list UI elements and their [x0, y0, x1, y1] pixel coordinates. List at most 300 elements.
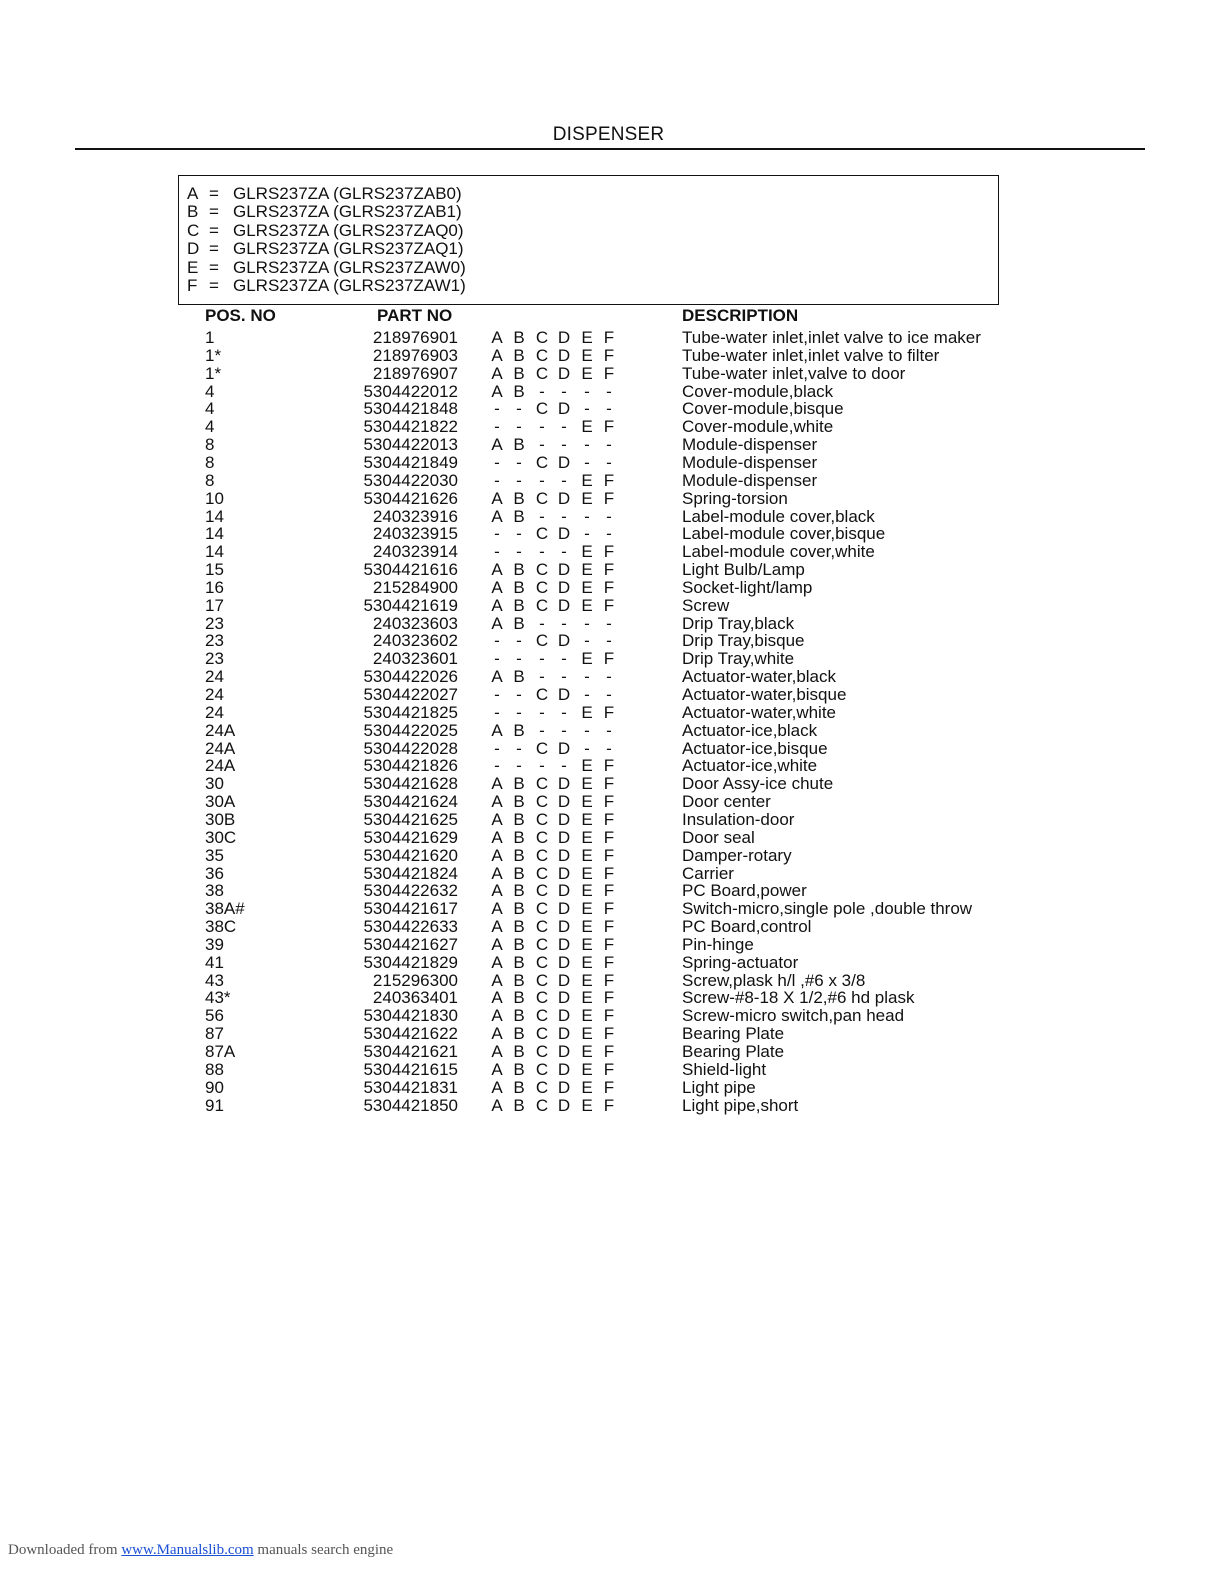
model-code: B: [513, 577, 525, 597]
model-code: E: [581, 845, 593, 865]
description: Drip Tray,bisque: [682, 631, 805, 651]
model-code: E: [581, 1095, 593, 1115]
model-code: F: [603, 1042, 615, 1061]
pos-no: 8: [205, 452, 215, 472]
model-code: C: [535, 595, 549, 615]
pos-no: 24A: [205, 738, 236, 758]
model-code: D: [557, 452, 571, 472]
pos-no: 30A: [205, 792, 236, 812]
table-row: [0, 829, 1224, 847]
model-code: C: [535, 560, 549, 580]
model-code: A: [491, 774, 503, 794]
legend-model: GLRS237ZA (GLRS237ZAW0): [233, 257, 466, 277]
model-code: D: [557, 1077, 571, 1097]
table-row: [0, 1025, 1224, 1043]
model-code: B: [513, 488, 525, 508]
model-code: C: [535, 970, 549, 990]
pos-no: 8: [205, 435, 215, 455]
model-code: C: [535, 1077, 549, 1097]
model-code: -: [539, 470, 545, 490]
title-rule: [75, 148, 1145, 150]
part-no: 5304421850: [363, 1095, 458, 1115]
table-row: [0, 1043, 1224, 1061]
model-code: D: [557, 577, 571, 597]
description: Module-dispenser: [682, 435, 818, 455]
pos-no: 43: [205, 970, 224, 990]
description: Door center: [682, 792, 771, 812]
model-code: C: [535, 1042, 549, 1061]
model-code: B: [513, 560, 525, 580]
table-row: [0, 847, 1224, 865]
model-code: -: [584, 685, 590, 704]
model-code: D: [557, 881, 571, 901]
table-row: [0, 972, 1224, 990]
table-row: [0, 793, 1224, 811]
model-code: C: [535, 577, 549, 597]
model-code: B: [513, 435, 525, 455]
legend-row: [187, 277, 466, 295]
model-code: -: [516, 631, 522, 651]
model-code: A: [491, 667, 503, 687]
table-row: [0, 775, 1224, 793]
model-code: C: [535, 345, 549, 365]
description: Actuator-water,black: [682, 667, 837, 687]
model-code: B: [513, 827, 525, 847]
model-code: -: [539, 417, 545, 437]
table-row: [0, 543, 1224, 561]
model-code: A: [491, 577, 503, 597]
table-row: [0, 329, 1224, 347]
description: Bearing Plate: [682, 1024, 785, 1044]
pos-no: 1*: [205, 363, 222, 383]
legend-code: A: [187, 184, 199, 203]
table-row: [0, 472, 1224, 490]
model-code: A: [491, 613, 503, 633]
model-code: -: [516, 470, 522, 490]
table-row: [0, 508, 1224, 526]
model-code: -: [606, 613, 612, 633]
model-code: A: [491, 917, 503, 937]
legend-equals: =: [209, 184, 219, 203]
table-row: [0, 989, 1224, 1007]
model-code: F: [603, 577, 615, 597]
model-code: E: [581, 899, 593, 919]
model-code: B: [513, 1077, 525, 1097]
pos-no: 17: [205, 595, 224, 615]
model-code: D: [557, 774, 571, 794]
model-code: -: [561, 435, 567, 455]
model-code: -: [584, 667, 590, 687]
model-code: -: [561, 542, 567, 562]
model-code: -: [561, 470, 567, 490]
part-no: 5304422013: [363, 435, 458, 455]
model-code: D: [557, 809, 571, 829]
description: Cover-module,bisque: [682, 399, 844, 419]
model-code: B: [513, 506, 525, 526]
model-code: B: [513, 381, 525, 401]
pos-no: 30: [205, 774, 224, 794]
model-code: -: [606, 381, 612, 401]
part-no: 240323602: [372, 631, 458, 651]
model-code: A: [491, 506, 503, 526]
legend-model: GLRS237ZA (GLRS237ZAQ0): [233, 220, 464, 240]
table-row: [0, 632, 1224, 650]
model-code: -: [516, 756, 522, 776]
model-code: -: [494, 542, 500, 562]
model-code: E: [581, 1006, 593, 1026]
part-no: 5304422632: [363, 881, 458, 901]
legend-equals: =: [209, 276, 219, 295]
model-code: A: [491, 899, 503, 919]
model-code: -: [539, 435, 545, 455]
table-row: [0, 936, 1224, 954]
model-code: -: [584, 524, 590, 544]
model-code: E: [581, 345, 593, 365]
pos-no: 4: [205, 381, 215, 401]
model-code: D: [557, 1006, 571, 1026]
model-code: E: [581, 488, 593, 508]
part-no: 240323915: [372, 524, 458, 544]
part-no: 5304421619: [363, 595, 458, 615]
table-row: [0, 650, 1224, 668]
description: Drip Tray,white: [682, 649, 795, 669]
model-code: C: [535, 899, 549, 919]
model-code: E: [581, 809, 593, 829]
part-no: 5304421849: [363, 452, 458, 472]
part-no: 215284900: [372, 577, 458, 597]
model-code: -: [539, 542, 545, 562]
model-code: C: [535, 881, 549, 901]
model-code: -: [539, 506, 545, 526]
model-code: -: [516, 685, 522, 704]
model-code: F: [603, 881, 615, 901]
model-code: D: [557, 345, 571, 365]
model-code: C: [535, 488, 549, 508]
model-code: C: [535, 452, 549, 472]
model-code: E: [581, 934, 593, 954]
part-no: 5304421621: [363, 1042, 458, 1061]
table-row: [0, 597, 1224, 615]
model-code: A: [491, 363, 503, 383]
model-code: -: [584, 613, 590, 633]
description: Light pipe,short: [682, 1095, 799, 1115]
model-code: E: [581, 560, 593, 580]
table-row: [0, 954, 1224, 972]
page-title: DISPENSER: [552, 124, 665, 145]
description: Tube-water inlet,inlet valve to filter: [682, 345, 940, 365]
description: Pin-hinge: [682, 934, 754, 954]
header-pos-no: POS. NO: [205, 306, 276, 325]
model-code: A: [491, 560, 503, 580]
model-code: D: [557, 952, 571, 972]
part-no: 5304421822: [363, 417, 458, 437]
part-no: 5304421627: [363, 934, 458, 954]
model-code: C: [535, 917, 549, 937]
model-code: D: [557, 524, 571, 544]
model-code: E: [581, 792, 593, 812]
part-no: 5304421829: [363, 952, 458, 972]
model-code: A: [491, 1024, 503, 1044]
model-code: F: [603, 363, 615, 383]
description: Label-module cover,white: [682, 542, 875, 562]
model-code: D: [557, 328, 571, 347]
model-code: A: [491, 881, 503, 901]
footer: [8, 1542, 393, 1559]
model-code: F: [603, 595, 615, 615]
pos-no: 38: [205, 881, 224, 901]
legend-row: [187, 222, 464, 240]
model-code: F: [603, 1006, 615, 1026]
model-code: B: [513, 934, 525, 954]
header-part-no: PART NO: [377, 306, 453, 325]
description: Shield-light: [682, 1059, 767, 1079]
part-no: 5304421625: [363, 809, 458, 829]
description: PC Board,control: [682, 917, 812, 937]
part-no: 218976903: [372, 345, 458, 365]
model-code: -: [516, 649, 522, 669]
legend-row: [187, 185, 462, 203]
model-code: F: [603, 1059, 615, 1079]
legend-code: D: [187, 239, 200, 259]
model-code: C: [535, 792, 549, 812]
model-code: C: [535, 524, 549, 544]
pos-no: 16: [205, 577, 224, 597]
model-code: E: [581, 756, 593, 776]
legend-equals: =: [209, 257, 219, 277]
part-no: 240323601: [372, 649, 458, 669]
model-code: -: [494, 756, 500, 776]
model-code: -: [606, 631, 612, 651]
description: Socket-light/lamp: [682, 577, 813, 597]
table-row: [0, 347, 1224, 365]
model-code: E: [581, 970, 593, 990]
model-code: F: [603, 345, 615, 365]
legend-row: [187, 203, 462, 221]
table-row: [0, 865, 1224, 883]
model-code: F: [603, 488, 615, 508]
description: Actuator-water,bisque: [682, 685, 847, 704]
pos-no: 38A#: [205, 899, 245, 919]
description: Label-module cover,bisque: [682, 524, 886, 544]
model-code: D: [557, 399, 571, 419]
model-code: -: [494, 417, 500, 437]
table-row: [0, 383, 1224, 401]
model-code: F: [603, 792, 615, 812]
pos-no: 90: [205, 1077, 224, 1097]
model-code: F: [603, 649, 615, 669]
model-code: F: [603, 1077, 615, 1097]
part-no: 5304421624: [363, 792, 458, 812]
model-code: -: [516, 542, 522, 562]
pos-no: 87A: [205, 1042, 236, 1061]
legend-equals: =: [209, 220, 219, 240]
model-code: D: [557, 970, 571, 990]
model-code: A: [491, 488, 503, 508]
model-code: F: [603, 774, 615, 794]
table-row: [0, 1079, 1224, 1097]
model-code: D: [557, 1024, 571, 1044]
description: Switch-micro,single pole ,double throw: [682, 899, 973, 919]
description: Door Assy-ice chute: [682, 774, 834, 794]
part-no: 5304421628: [363, 774, 458, 794]
pos-no: 24A: [205, 756, 236, 776]
description: Actuator-ice,white: [682, 756, 818, 776]
table-row: [0, 1007, 1224, 1025]
pos-no: 35: [205, 845, 224, 865]
model-code: -: [516, 399, 522, 419]
model-code: -: [584, 435, 590, 455]
table-row: [0, 740, 1224, 758]
model-code: -: [584, 631, 590, 651]
model-code: F: [603, 988, 615, 1008]
part-no: 5304421848: [363, 399, 458, 419]
table-row: [0, 757, 1224, 775]
model-code: D: [557, 595, 571, 615]
model-code: E: [581, 1042, 593, 1061]
description: Drip Tray,black: [682, 613, 795, 633]
legend-row: [187, 240, 464, 258]
table-row: [0, 1061, 1224, 1079]
model-code: A: [491, 1095, 503, 1115]
model-code: D: [557, 1059, 571, 1079]
pos-no: 23: [205, 631, 224, 651]
description: Spring-torsion: [682, 488, 788, 508]
model-code: E: [581, 988, 593, 1008]
part-no: 5304422012: [363, 381, 458, 401]
description: PC Board,power: [682, 881, 807, 901]
model-code: E: [581, 363, 593, 383]
model-code: E: [581, 881, 593, 901]
description: Insulation-door: [682, 809, 795, 829]
pos-no: 91: [205, 1095, 224, 1115]
part-no: 5304422025: [363, 720, 458, 740]
pos-no: 41: [205, 952, 224, 972]
model-code: -: [539, 649, 545, 669]
model-code: D: [557, 631, 571, 651]
model-code: D: [557, 1042, 571, 1061]
table-row: [0, 722, 1224, 740]
model-code: -: [494, 685, 500, 704]
pos-no: 39: [205, 934, 224, 954]
model-code: E: [581, 417, 593, 437]
model-code: A: [491, 720, 503, 740]
model-code: B: [513, 917, 525, 937]
description: Module-dispenser: [682, 470, 818, 490]
model-code: C: [535, 809, 549, 829]
model-code: D: [557, 845, 571, 865]
description: Screw: [682, 595, 730, 615]
part-no: 5304421620: [363, 845, 458, 865]
model-code: A: [491, 863, 503, 883]
model-code: B: [513, 988, 525, 1008]
model-code: -: [561, 702, 567, 722]
pos-no: 24: [205, 702, 224, 722]
model-code: A: [491, 827, 503, 847]
model-code: -: [606, 685, 612, 704]
model-code: -: [539, 720, 545, 740]
model-code: -: [561, 720, 567, 740]
model-code: A: [491, 435, 503, 455]
model-code: B: [513, 792, 525, 812]
description: Tube-water inlet,inlet valve to ice maker: [682, 328, 981, 347]
model-code: F: [603, 845, 615, 865]
model-code: -: [494, 524, 500, 544]
model-code: -: [539, 613, 545, 633]
pos-no: 15: [205, 560, 224, 580]
model-code: B: [513, 328, 525, 347]
model-code: C: [535, 827, 549, 847]
model-code: -: [539, 667, 545, 687]
part-no: 5304421826: [363, 756, 458, 776]
model-code: -: [561, 756, 567, 776]
pos-no: 43*: [205, 988, 231, 1008]
model-code: E: [581, 952, 593, 972]
part-no: 5304422027: [363, 685, 458, 704]
model-code: F: [603, 542, 615, 562]
description: Cover-module,white: [682, 417, 834, 437]
model-code: B: [513, 595, 525, 615]
pos-no: 1*: [205, 345, 222, 365]
legend-code: C: [187, 220, 200, 240]
model-code: C: [535, 774, 549, 794]
table-row: [0, 900, 1224, 918]
pos-no: 88: [205, 1059, 224, 1079]
model-code: D: [557, 934, 571, 954]
description: Light Bulb/Lamp: [682, 560, 805, 580]
model-code: D: [557, 792, 571, 812]
model-code: A: [491, 1006, 503, 1026]
model-code: F: [603, 952, 615, 972]
part-no: 5304421617: [363, 899, 458, 919]
footer-prefix: Downloaded from: [8, 1542, 122, 1558]
part-no: 5304421615: [363, 1059, 458, 1079]
model-code: A: [491, 809, 503, 829]
model-code: F: [603, 863, 615, 883]
footer-suffix: manuals search engine: [253, 1542, 394, 1558]
model-code: C: [535, 631, 549, 651]
model-code: F: [603, 934, 615, 954]
legend-model: GLRS237ZA (GLRS237ZAW1): [233, 276, 466, 295]
footer-link[interactable]: www.Manualslib.com: [121, 1542, 254, 1558]
model-code: C: [535, 1006, 549, 1026]
pos-no: 36: [205, 863, 224, 883]
model-code: C: [535, 399, 549, 419]
model-code: E: [581, 702, 593, 722]
model-code: E: [581, 595, 593, 615]
part-no: 5304422633: [363, 917, 458, 937]
part-no: 218976901: [372, 328, 458, 347]
model-code: F: [603, 702, 615, 722]
model-code: -: [494, 649, 500, 669]
model-code: B: [513, 363, 525, 383]
pos-no: 1: [205, 328, 215, 347]
model-code: D: [557, 863, 571, 883]
model-code: -: [516, 702, 522, 722]
model-code: B: [513, 345, 525, 365]
model-code: A: [491, 792, 503, 812]
model-code: -: [606, 524, 612, 544]
table-row: [0, 704, 1224, 722]
model-code: F: [603, 417, 615, 437]
description: Module-dispenser: [682, 452, 818, 472]
model-code: E: [581, 1059, 593, 1079]
part-no: 218976907: [372, 363, 458, 383]
model-code: C: [535, 845, 549, 865]
description: Actuator-ice,black: [682, 720, 818, 740]
description: Door seal: [682, 827, 755, 847]
model-code: B: [513, 720, 525, 740]
model-code: B: [513, 952, 525, 972]
